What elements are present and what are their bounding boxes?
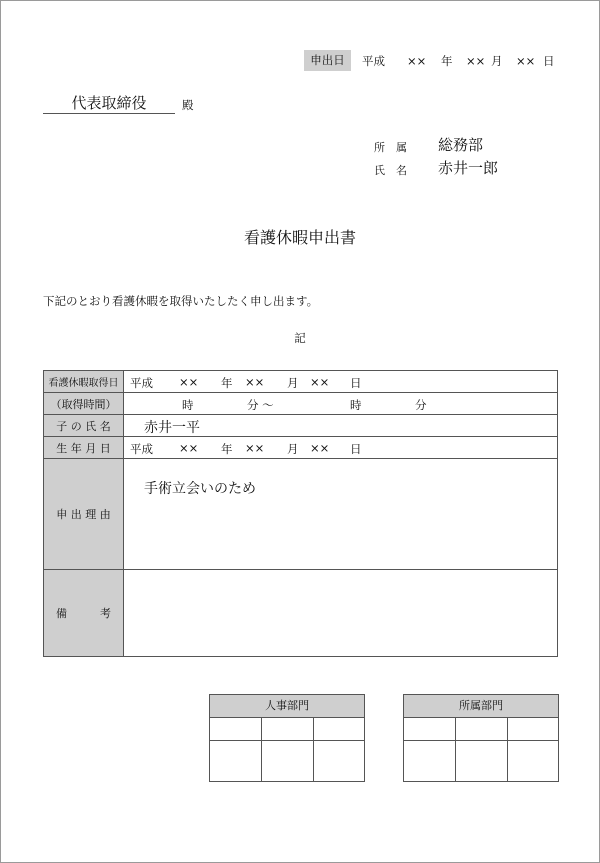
leave-date-month: ×× [245,375,265,389]
birth-date-era: 平成 [130,442,153,456]
addressee-honorific: 殿 [182,98,194,112]
birth-date-day-unit: 日 [350,442,362,456]
leave-date-era: 平成 [130,376,153,390]
birth-date-day: ×× [310,441,330,455]
hr-stamp-column-line [261,718,262,781]
department-stamp-box [403,694,559,782]
birth-date-month: ×× [245,441,265,455]
leave-date-year: ×× [179,375,199,389]
submission-date-era: 平成 [362,54,385,68]
leave-date-row [44,371,557,393]
reason-row [44,459,557,570]
reason-value: 手術立会いのため [144,481,256,497]
intro-text: 下記のとおり看護休暇を取得いたしたく申し出ます。 [43,294,319,308]
leave-time-end-hour: 時 [350,398,362,412]
department-stamp-title: 所属部門 [404,695,558,718]
submission-date-day: ×× [516,54,536,68]
child-name-row [44,415,557,437]
child-name-label: 子 の 氏 名 [44,415,124,436]
leave-details-table [43,370,558,657]
hr-stamp-box [209,694,365,782]
remarks-label: 備 考 [44,570,124,656]
submission-date-year-unit: 年 [441,54,453,68]
leave-date-day-unit: 日 [350,376,362,390]
remarks-row [44,570,557,656]
leave-date-day: ×× [310,375,330,389]
birth-date-label: 生 年 月 日 [44,437,124,458]
document-title: 看護休暇申出書 [243,228,356,247]
submission-date-month: ×× [466,54,486,68]
leave-time-start-minute: 分 〜 [247,398,274,412]
department-stamp-column-line [455,718,456,781]
leave-time-label: （取得時間） [44,393,124,414]
department-stamp-column-line [507,718,508,781]
submission-date-label: 申出日 [304,50,351,71]
ki-mark: 記 [294,331,306,345]
birth-date-year-unit: 年 [221,442,233,456]
name-label: 氏 名 [374,164,407,177]
leave-date-label: 看護休暇取得日 [44,371,124,392]
leave-time-end-minute: 分 [415,398,427,412]
hr-stamp-column-line [313,718,314,781]
leave-date-month-unit: 月 [287,376,299,390]
hr-stamp-title: 人事部門 [210,695,364,718]
department-value: 総務部 [438,136,484,154]
child-name-value: 赤井一平 [144,420,200,436]
birth-date-row [44,437,557,459]
submission-date-day-unit: 日 [543,54,555,68]
reason-label: 申 出 理 由 [44,459,124,569]
birth-date-year: ×× [179,441,199,455]
leave-date-year-unit: 年 [221,376,233,390]
leave-time-start-hour: 時 [182,398,194,412]
hr-stamp-divider [210,740,364,741]
leave-time-row [44,393,557,415]
department-label: 所 属 [374,141,407,154]
department-stamp-divider [404,740,558,741]
submission-date-year: ×× [407,54,427,68]
submission-date-month-unit: 月 [491,54,503,68]
addressee-name: 代表取締役 [43,93,175,114]
name-value: 赤井一郎 [438,159,499,177]
birth-date-month-unit: 月 [287,442,299,456]
